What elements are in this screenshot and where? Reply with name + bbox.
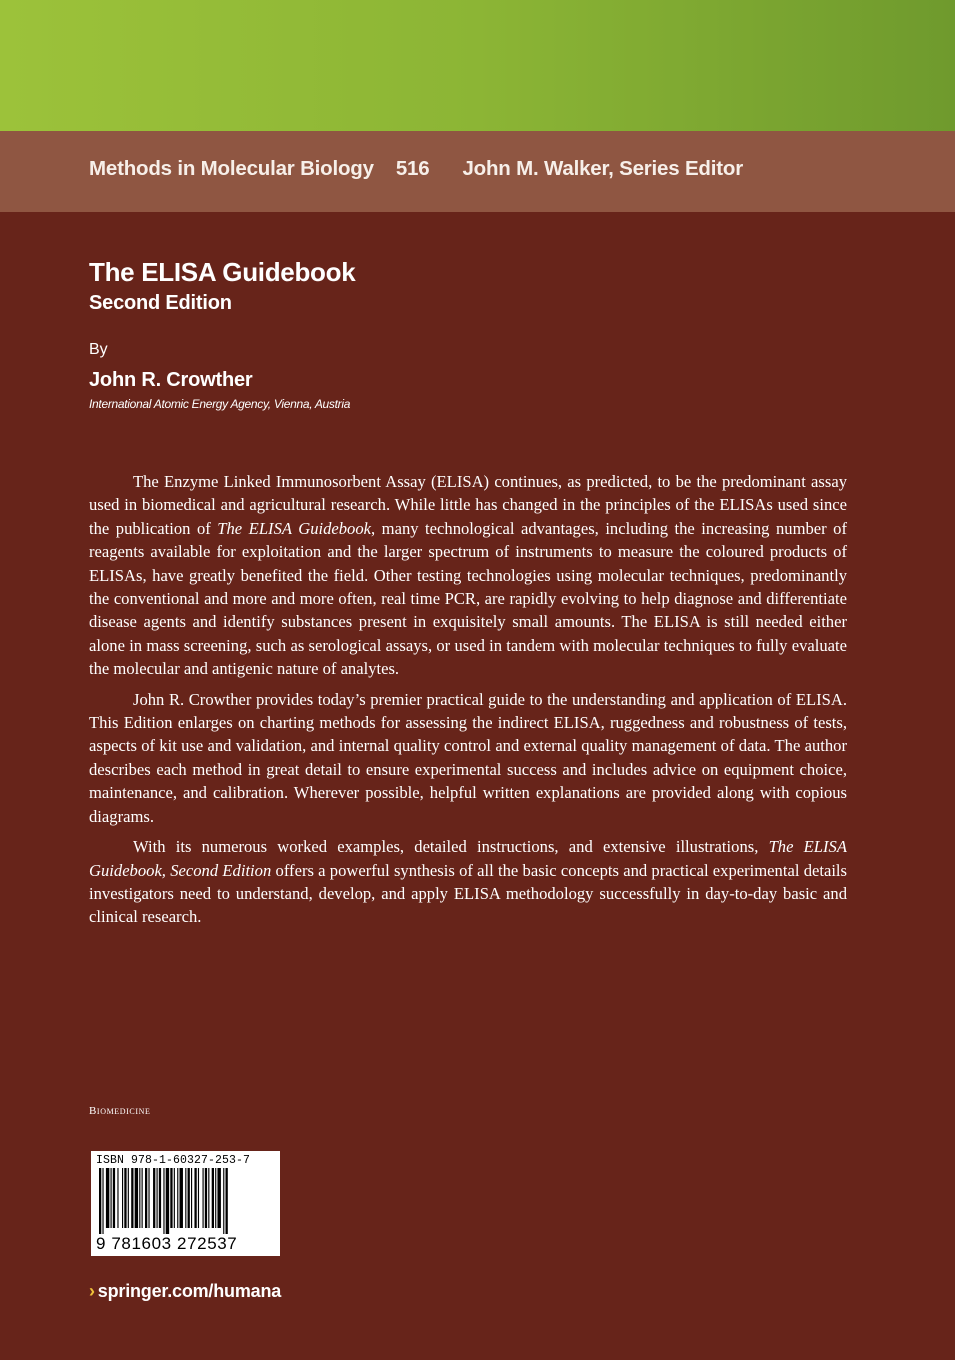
description-paragraph-2: John R. Crowther provides today’s premier practical guide to the understanding and application of ELISA. This Edition enlarges on charting methods for assessing the indirect ELISA, ruggedness and robustness of tests, aspects of kit use and validation, and internal quality control and external quality management of data. The author describes each method in great detail to ensure experimental success and includes advice on equipment choice, maintenance, and calibration. Wherever possible, helpful written explanations are provided along with copious diagrams. bbox=[89, 689, 847, 826]
author-name: John R. Crowther bbox=[89, 369, 253, 391]
barcode-bars-icon bbox=[99, 1168, 271, 1234]
isbn-label: ISBN 978-1-60327-253-7 bbox=[96, 1154, 251, 1167]
series-name: Methods in Molecular Biology bbox=[89, 157, 374, 180]
publisher-url[interactable] bbox=[89, 1281, 281, 1302]
by-label: By bbox=[89, 341, 108, 358]
series-line bbox=[89, 157, 743, 181]
isbn-barcode bbox=[91, 1151, 280, 1256]
description-paragraph-1: The Enzyme Linked Immunosorbent Assay (ELISA) continues, as predicted, to be the predominant assay used in biomedical and agricultural research. While little has changed in the principles of the ELISAs used since the publication of The ELISA Guidebook, many technological advantages, including the increasing number of reagents available for exploitation and the larger spectrum of instruments to measure the coloured products of ELISAs, have greatly benefited the field. Other testing technologies using molecular techniques, predominantly the conventional and more and more often, real time PCR, are rapidly evolving to help diagnose and differentiate disease agents and identify substances present in exquisitely small amounts. The ELISA is still needed either alone in mass screening, such as serological assays, or used in tandem with molecular techniques to fully evaluate the molecular and antigenic nature of analytes. bbox=[89, 472, 848, 679]
book-title: The ELISA Guidebook bbox=[89, 257, 356, 287]
isbn-digits: 9 781603 272537 bbox=[96, 1234, 238, 1253]
series-number: 516 bbox=[395, 157, 430, 180]
author-affiliation: International Atomic Energy Agency, Vienna, Austria bbox=[89, 397, 351, 411]
description-paragraph-3: With its numerous worked examples, detailed instructions, and extensive illustrations, The ELISA Guidebook, Second Edition offers a powerful synthesis of all the basic concepts and practical experimental details investigators need to understand, develop, and apply ELISA methodology successfully in day-to-day basic and clinical research. bbox=[89, 837, 848, 927]
book-edition: Second Edition bbox=[89, 292, 232, 314]
chevron-right-icon: › bbox=[89, 1281, 95, 1301]
subject-category: Biomedicine bbox=[89, 1105, 151, 1117]
series-editor: John M. Walker, Series Editor bbox=[462, 157, 743, 180]
top-green-band bbox=[0, 0, 955, 131]
book-description bbox=[89, 470, 847, 936]
publisher-url-text: springer.com/humana bbox=[97, 1281, 282, 1301]
